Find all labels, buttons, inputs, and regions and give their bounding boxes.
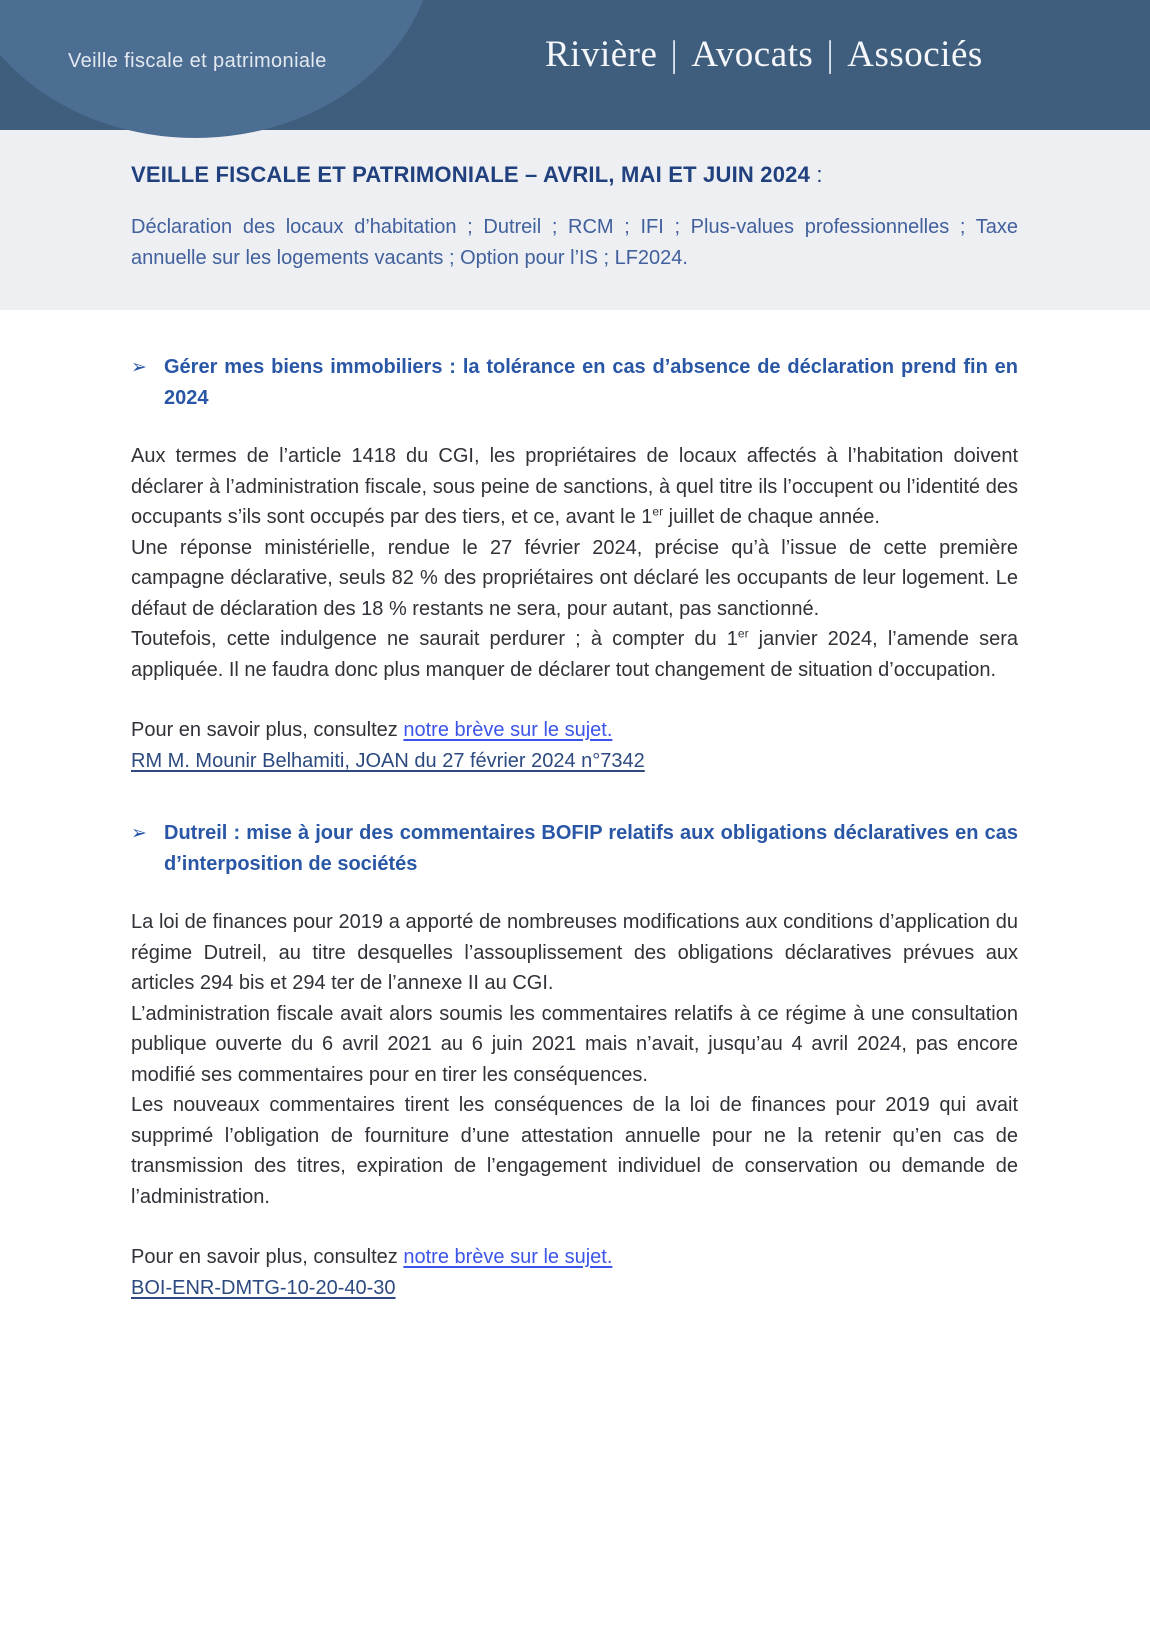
more-link[interactable]: notre brève sur le sujet. (403, 719, 613, 741)
section-heading-text: Gérer mes biens immobiliers : la tolérance en cas d’absence de déclaration prend fin en 2024 (164, 356, 1018, 409)
more-prefix: Pour en savoir plus, consultez (131, 1246, 404, 1268)
more-line (131, 715, 1018, 746)
page-header (0, 0, 1150, 130)
section-heading (131, 818, 1018, 880)
heading-arrow-icon: ➢ (131, 357, 147, 378)
paragraph: L’administration fiscale avait alors soumis les commentaires relatifs à ce régime à une consultation publique ouverte du 6 avril 2021 au 6 juin 2021 mais n’avait, jusqu’au 4 avril 2024, pas encore modifié ses commentaires pour en tirer les conséquences. (131, 1002, 1018, 1086)
issue-summary: Déclaration des locaux d’habitation ; Dutreil ; RCM ; IFI ; Plus-values professionnelles ; Taxe annuelle sur les logements vacants ; Option pour l’IS ; LF2024. (131, 216, 1018, 269)
paragraph: Toutefois, cette indulgence ne saurait perdurer ; à compter du 1er janvier 2024, l’amende sera appliquée. Il ne faudra donc plus manquer de déclarer tout changement de situation d’occupation. (131, 626, 1018, 681)
reference-link[interactable]: RM M. Mounir Belhamiti, JOAN du 27 février 2024 n°7342 (131, 749, 645, 772)
paragraph: Les nouveaux commentaires tirent les conséquences de la loi de finances pour 2019 qui avait supprimé l’obligation de fourniture d’une attestation annuelle pour ne la retenir qu’en cas de transmission des titres, expiration de l’engagement individuel de conservation ou demande de l’administration. (131, 1094, 1018, 1208)
section-body (131, 441, 1018, 685)
reference-line (131, 1273, 1018, 1304)
page-title (131, 162, 1018, 188)
section-heading-text: Dutreil : mise à jour des commentaires BOFIP relatifs aux obligations déclaratives en cas d’interposition de sociétés (164, 822, 1018, 875)
logo-separator: | (826, 34, 835, 75)
firm-logo (545, 33, 983, 76)
header-tagline: Veille fiscale et patrimoniale (68, 50, 327, 72)
heading-arrow-icon: ➢ (131, 823, 147, 844)
paragraph: La loi de finances pour 2019 a apporté de nombreuses modifications aux conditions d’application du régime Dutreil, au titre desquelles l’assouplissement des obligations déclaratives prévues aux articles 294 bis et 294 ter de l’annexe II au CGI. (131, 911, 1018, 994)
more-prefix: Pour en savoir plus, consultez (131, 719, 404, 741)
reference-link[interactable]: BOI-ENR-DMTG-10-20-40-30 (131, 1276, 396, 1299)
article-content (0, 352, 1150, 1303)
more-line (131, 1242, 1018, 1273)
paragraph: Une réponse ministérielle, rendue le 27 février 2024, précise qu’à l’issue de cette première campagne déclarative, seuls 82 % des propriétaires ont déclaré les occupants de leur logement. Le défaut de déclaration des 18 % restants ne sera, pour autant, pas sanctionné. (131, 536, 1018, 620)
page-title-suffix: : (810, 162, 823, 187)
paragraph: Aux termes de l’article 1418 du CGI, les propriétaires de locaux affectés à l’habitation doivent déclarer à l’administration fiscale, sous peine de sanctions, à quel titre ils l’occupent ou l’identité des occupants s’ils sont occupés par des tiers, et ce, avant le 1er juillet de chaque année. (131, 445, 1018, 528)
more-link[interactable]: notre brève sur le sujet. (403, 1246, 613, 1268)
section-body (131, 907, 1018, 1212)
section-heading (131, 352, 1018, 414)
intro-band (0, 130, 1150, 310)
logo-part-avocats: Avocats (691, 34, 814, 75)
reference-line (131, 746, 1018, 777)
logo-separator: | (670, 34, 679, 75)
topic-section (131, 352, 1018, 776)
page-title-text: VEILLE FISCALE ET PATRIMONIALE – AVRIL, MAI ET JUIN 2024 (131, 162, 811, 187)
topic-section (131, 818, 1018, 1303)
logo-part-associes: Associés (847, 34, 983, 75)
logo-part-riviere: Rivière (545, 34, 658, 75)
